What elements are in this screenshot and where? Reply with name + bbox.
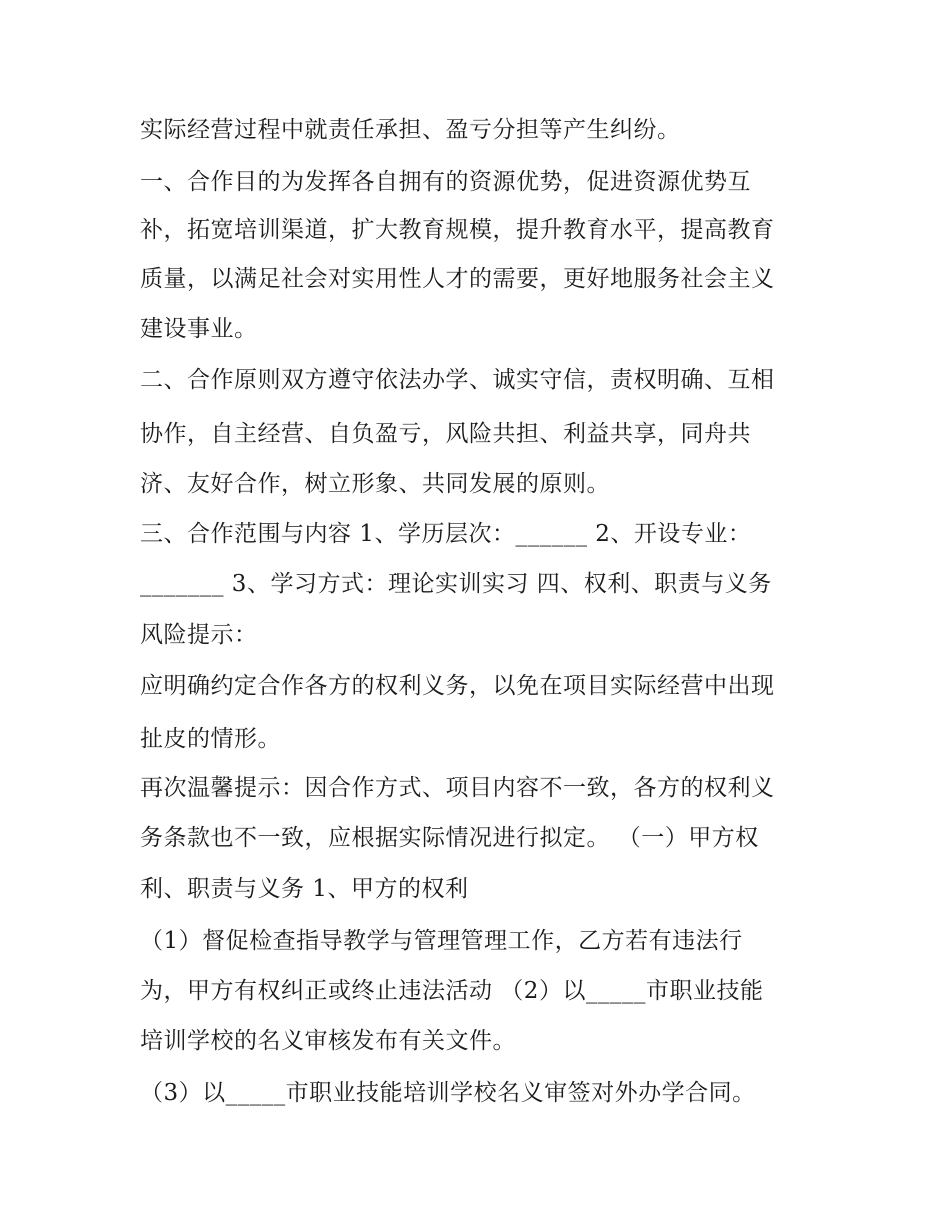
text-line: 质量，以满足社会对实用性人才的需要，更好地服务社会主义: [140, 266, 775, 292]
text-line: 风险提示：: [140, 622, 258, 648]
text-line: 二、合作原则双方遵守依法办学、诚实守信，责权明确、互相: [140, 367, 775, 393]
text-line: 建设事业。: [140, 316, 258, 342]
text-line: 一、合作目的为发挥各自拥有的资源优势，促进资源优势互: [140, 169, 751, 195]
text-line: 再次温馨提示：因合作方式、项目内容不一致，各方的权利义: [140, 775, 775, 801]
text-line: 三、合作范围与内容 1、学历层次：______ 2、开设专业：: [140, 521, 752, 547]
text-line: 实际经营过程中就责任承担、盈亏分担等产生纠纷。: [140, 117, 681, 143]
text-line: 应明确约定合作各方的权利义务，以免在项目实际经营中出现: [140, 673, 775, 699]
text-line: _______ 3、学习方式：理论实训实习 四、权利、职责与义务: [140, 571, 772, 597]
text-line: 利、职责与义务 1、甲方的权利: [140, 876, 469, 902]
text-line: 培训学校的名义审核发布有关文件。: [140, 1028, 516, 1054]
text-line: 补，拓宽培训渠道，扩大教育规模，提升教育水平，提高教育: [140, 217, 775, 243]
text-line: 济、友好合作，树立形象、共同发展的原则。: [140, 471, 610, 497]
text-line: 协作，自主经营、自负盈亏，风险共担、利益共享，同舟共: [140, 421, 751, 447]
text-line: （3）以_____市职业技能培训学校名义审签对外办学合同。: [140, 1080, 756, 1106]
text-line: 为，甲方有权纠正或终止违法活动 （2）以_____市职业技能: [140, 978, 764, 1004]
text-line: 务条款也不一致，应根据实际情况进行拟定。 （一）甲方权: [140, 825, 759, 851]
text-line: （1）督促检查指导教学与管理管理工作，乙方若有违法行: [140, 928, 743, 954]
text-line: 扯皮的情形。: [140, 726, 281, 752]
